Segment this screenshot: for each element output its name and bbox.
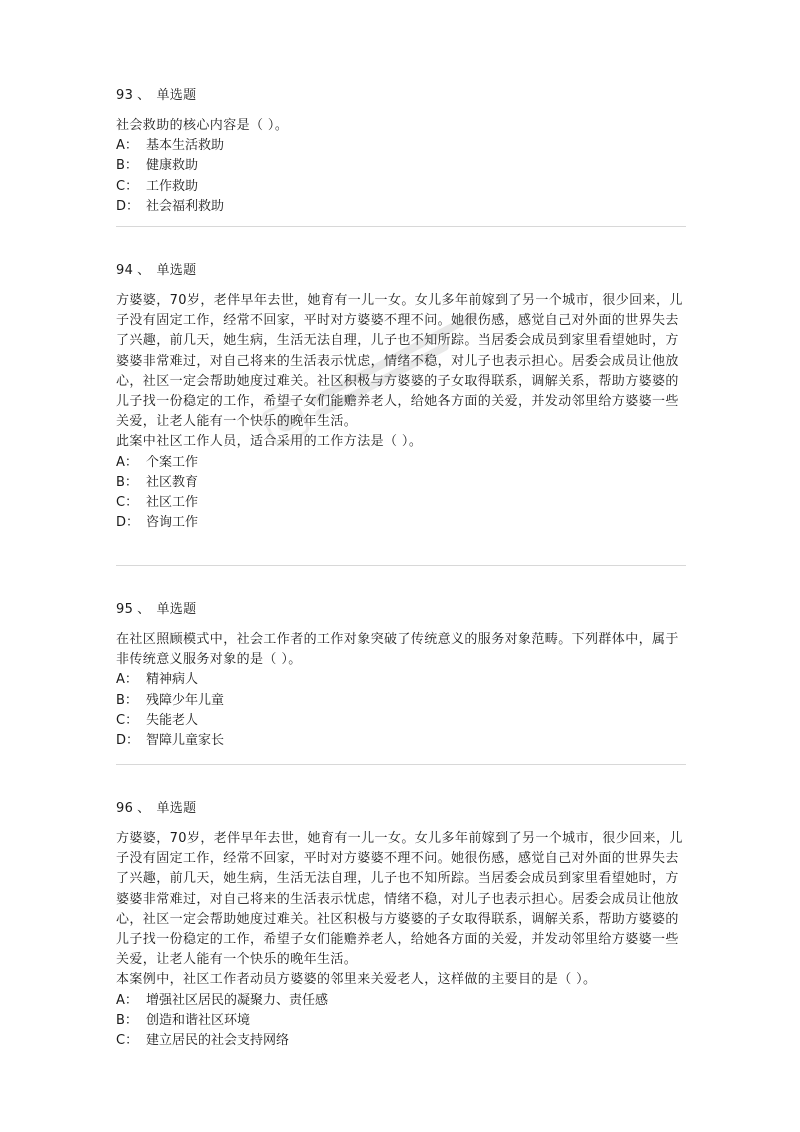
option-letter: B： — [116, 158, 138, 174]
option-list — [116, 453, 686, 534]
option-c[interactable] — [116, 1031, 686, 1051]
question-number: 94 — [116, 263, 134, 278]
option-letter: B： — [116, 692, 138, 708]
option-a[interactable] — [116, 136, 686, 156]
option-a[interactable] — [116, 670, 686, 690]
question-header — [116, 600, 686, 620]
option-letter: C： — [116, 1033, 139, 1048]
option-c[interactable] — [116, 711, 686, 731]
question-number: 93 — [116, 88, 134, 103]
option-text: 工作救助 — [146, 178, 199, 194]
option-text: 建立居民的社会支持网络 — [146, 1033, 290, 1048]
document-page — [116, 86, 686, 1051]
option-text: 失能老人 — [146, 712, 199, 728]
question-number: 95 — [116, 602, 134, 617]
question-94 — [116, 227, 686, 565]
option-text: 残障少年儿童 — [146, 692, 225, 708]
question-95 — [116, 566, 686, 764]
option-b[interactable] — [116, 1011, 686, 1031]
option-d[interactable] — [116, 731, 686, 751]
option-c[interactable] — [116, 177, 686, 197]
question-stem: 方婆婆，70岁，老伴早年去世，她育有一儿一女。女儿多年前嫁到了另一个城市，很少回来，儿子没有固定工作，经常不回家，平时对方婆婆不理不问。她很伤感，感觉自己对外面的世界失去了兴趣，前几天，她生病，生活无法自理，儿子也不知所踪。当居委会成员到家里看望她时，方婆婆非常难过，对自己将来的生活表示忧虑，情绪不稳，对儿子也表示担心。居委会成员让他放心，社区一定会帮助她度过难关。社区积极与方婆婆的子女取得联系，调解关系，帮助方婆婆的儿子找一份稳定的工作，希望子女们能赡养老人，给她各方面的关爱，并发动邻里给方婆婆一些关爱，让老人能有一个快乐的晚年生活。 — [116, 831, 683, 968]
question-type: 单选题 — [156, 263, 197, 278]
option-letter: C： — [116, 178, 139, 194]
option-text: 健康救助 — [146, 158, 199, 174]
option-letter: D： — [116, 515, 140, 531]
option-text: 智障儿童家长 — [146, 732, 225, 748]
option-text: 精神病人 — [146, 672, 199, 688]
question-stem: 在社区照顾模式中，社会工作者的工作对象突破了传统意义的服务对象范畴。下列群体中，属于非传统意义服务对象的是（ ）。 — [116, 632, 679, 668]
option-letter: B： — [116, 474, 138, 490]
option-a[interactable] — [116, 453, 686, 473]
option-text: 咨询工作 — [146, 515, 199, 531]
question-93 — [116, 86, 686, 226]
option-list — [116, 991, 686, 1052]
option-text: 社区教育 — [146, 474, 199, 490]
option-c[interactable] — [116, 493, 686, 513]
question-prompt: 此案中社区工作人员，适合采用的工作方法是（ ）。 — [116, 434, 423, 450]
option-letter: A： — [116, 992, 138, 1008]
option-a[interactable] — [116, 991, 686, 1011]
question-stem: 社会救助的核心内容是（ ）。 — [116, 118, 289, 133]
header-separator: 、 — [137, 88, 151, 103]
option-letter: D： — [116, 732, 140, 748]
option-letter: D： — [116, 198, 140, 214]
option-text: 创造和谐社区环境 — [146, 1012, 251, 1028]
header-separator: 、 — [137, 602, 151, 617]
option-text: 个案工作 — [146, 454, 199, 470]
question-type: 单选题 — [156, 602, 197, 617]
question-stem: 方婆婆，70岁，老伴早年去世，她育有一儿一女。女儿多年前嫁到了另一个城市，很少回来，儿子没有固定工作，经常不回家，平时对方婆婆不理不问。她很伤感，感觉自己对外面的世界失去了兴趣，前几天，她生病，生活无法自理，儿子也不知所踪。当居委会成员到家里看望她时，方婆婆非常难过，对自己将来的生活表示忧虑，情绪不稳，对儿子也表示担心。居委会成员让他放心，社区一定会帮助她度过难关。社区积极与方婆婆的子女取得联系，调解关系，帮助方婆婆的儿子找一份稳定的工作，希望子女们能赡养老人，给她各方面的关爱，并发动邻里给方婆婆一些关爱，让老人能有一个快乐的晚年生活。 — [116, 293, 683, 430]
header-separator: 、 — [137, 801, 151, 816]
option-letter: B： — [116, 1012, 138, 1028]
question-prompt: 本案例中，社区工作者动员方婆婆的邻里来关爱老人，这样做的主要目的是（ ）。 — [116, 972, 597, 988]
header-separator: 、 — [137, 263, 151, 278]
option-letter: C： — [116, 495, 139, 510]
option-letter: A： — [116, 672, 138, 688]
option-b[interactable] — [116, 156, 686, 176]
option-d[interactable] — [116, 197, 686, 217]
option-letter: A： — [116, 454, 138, 470]
question-number: 96 — [116, 801, 134, 816]
option-text: 社会福利救助 — [146, 198, 225, 214]
option-d[interactable] — [116, 513, 686, 533]
option-text: 增强社区居民的凝聚力、责任感 — [146, 992, 329, 1008]
option-text: 基本生活救助 — [146, 138, 225, 154]
option-b[interactable] — [116, 473, 686, 493]
option-list — [116, 136, 686, 217]
question-header — [116, 261, 686, 281]
option-list — [116, 670, 686, 751]
question-type: 单选题 — [156, 88, 197, 103]
option-letter: A： — [116, 138, 138, 154]
option-b[interactable] — [116, 691, 686, 711]
question-header — [116, 799, 686, 819]
option-text: 社区工作 — [146, 495, 199, 510]
question-header — [116, 86, 686, 106]
option-letter: C： — [116, 712, 139, 728]
question-96 — [116, 765, 686, 1051]
question-type: 单选题 — [156, 801, 197, 816]
